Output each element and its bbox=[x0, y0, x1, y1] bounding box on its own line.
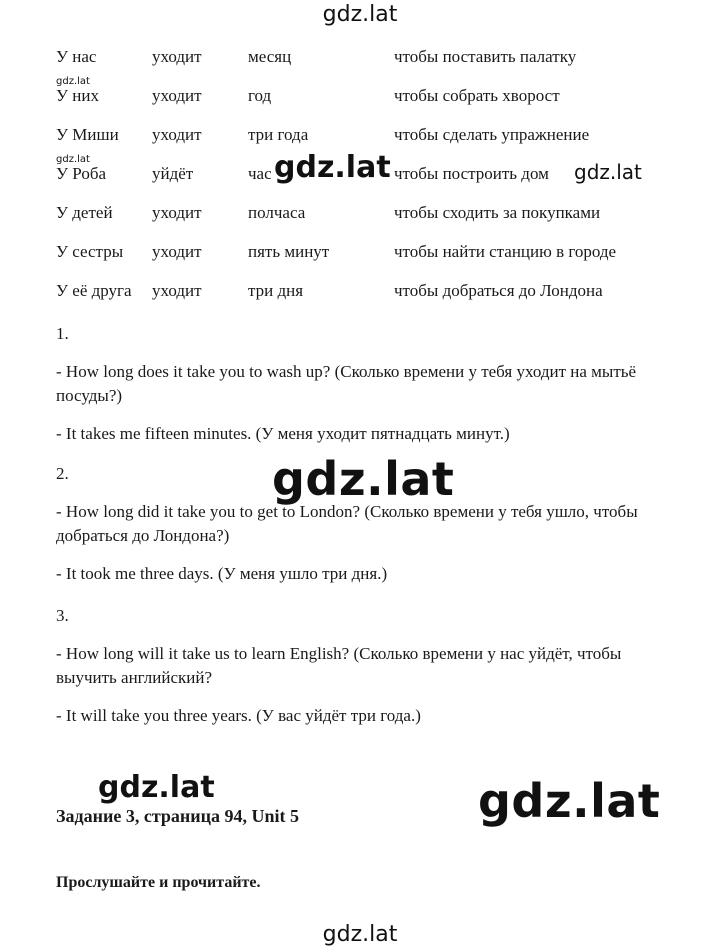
table-row bbox=[56, 124, 676, 163]
dialog-1 bbox=[56, 322, 676, 446]
dialog-answer: - It will take you three years. (У вас уйдёт три года.) bbox=[56, 706, 421, 725]
dialog-number: 1. bbox=[56, 324, 69, 343]
table-cell: уходит bbox=[152, 203, 202, 222]
table-cell: чтобы сделать упражнение bbox=[394, 125, 590, 144]
table-row bbox=[56, 163, 676, 202]
table-cell: пять минут bbox=[248, 242, 330, 261]
table-cell: У Миши bbox=[56, 125, 119, 144]
dialog-3 bbox=[56, 604, 676, 728]
table-cell: год bbox=[248, 86, 272, 105]
table-row bbox=[56, 241, 676, 280]
table-row bbox=[56, 202, 676, 241]
table-cell: уходит bbox=[152, 242, 202, 261]
watermark-center: gdz.lat bbox=[272, 452, 455, 506]
table-row bbox=[56, 280, 676, 319]
dialog-answer: - It took me three days. (У меня ушло три дня.) bbox=[56, 564, 388, 583]
dialog-question: - How long does it take you to wash up? (Сколько времени у тебя уходит на мытьё посуды?) bbox=[56, 362, 637, 405]
table-cell: уходит bbox=[152, 281, 202, 300]
table-cell: чтобы поставить палатку bbox=[394, 47, 577, 66]
table-row bbox=[56, 85, 676, 124]
table-cell: уйдёт bbox=[152, 164, 194, 183]
table-cell: чтобы построить дом bbox=[394, 164, 549, 183]
table-cell: У сестры bbox=[56, 242, 124, 261]
table-cell: уходит bbox=[152, 86, 202, 105]
watermark-small-2: gdz.lat bbox=[56, 154, 90, 165]
table-cell: полчаса bbox=[248, 203, 306, 222]
table-cell: чтобы собрать хворост bbox=[394, 86, 560, 105]
table-cell: три года bbox=[248, 125, 309, 144]
task-instruction: Прослушайте и прочитайте. bbox=[56, 874, 261, 891]
watermark-bottom: gdz.lat bbox=[322, 922, 398, 947]
table-cell: уходит bbox=[152, 47, 202, 66]
watermark-bottom-right: gdz.lat bbox=[478, 774, 661, 828]
watermark-bottom-left: gdz.lat bbox=[98, 770, 215, 805]
watermark-mid-1: gdz.lat bbox=[274, 150, 391, 185]
dialog-question: - How long did it take you to get to London? (Сколько времени у тебя ушло, чтобы добраться до Лондона?) bbox=[56, 502, 638, 545]
table-cell: месяц bbox=[248, 47, 292, 66]
table-cell: У них bbox=[56, 86, 99, 105]
dialog-question: - How long will it take us to learn English? (Сколько времени у нас уйдёт, чтобы выучить английский? bbox=[56, 644, 622, 687]
watermark-right-1: gdz.lat bbox=[574, 160, 642, 184]
table-cell: уходит bbox=[152, 125, 202, 144]
table-cell: У нас bbox=[56, 47, 97, 66]
dialog-2 bbox=[56, 462, 676, 586]
task-heading: Задание 3, страница 94, Unit 5 bbox=[56, 806, 300, 826]
table-cell: У Роба bbox=[56, 164, 107, 183]
watermark-top: gdz.lat bbox=[322, 2, 398, 27]
table-cell: чтобы сходить за покупками bbox=[394, 203, 601, 222]
table-cell: У детей bbox=[56, 203, 113, 222]
table-cell: чтобы добраться до Лондона bbox=[394, 281, 603, 300]
phrase-table bbox=[56, 46, 676, 319]
dialog-number: 2. bbox=[56, 464, 69, 483]
dialog-number: 3. bbox=[56, 606, 69, 625]
table-cell: три дня bbox=[248, 281, 304, 300]
table-row bbox=[56, 46, 676, 85]
table-cell: У её друга bbox=[56, 281, 132, 300]
dialog-answer: - It takes me fifteen minutes. (У меня уходит пятнадцать минут.) bbox=[56, 424, 510, 443]
table-cell: час bbox=[248, 164, 272, 183]
watermark-small-1: gdz.lat bbox=[56, 76, 90, 87]
table-cell: чтобы найти станцию в городе bbox=[394, 242, 617, 261]
